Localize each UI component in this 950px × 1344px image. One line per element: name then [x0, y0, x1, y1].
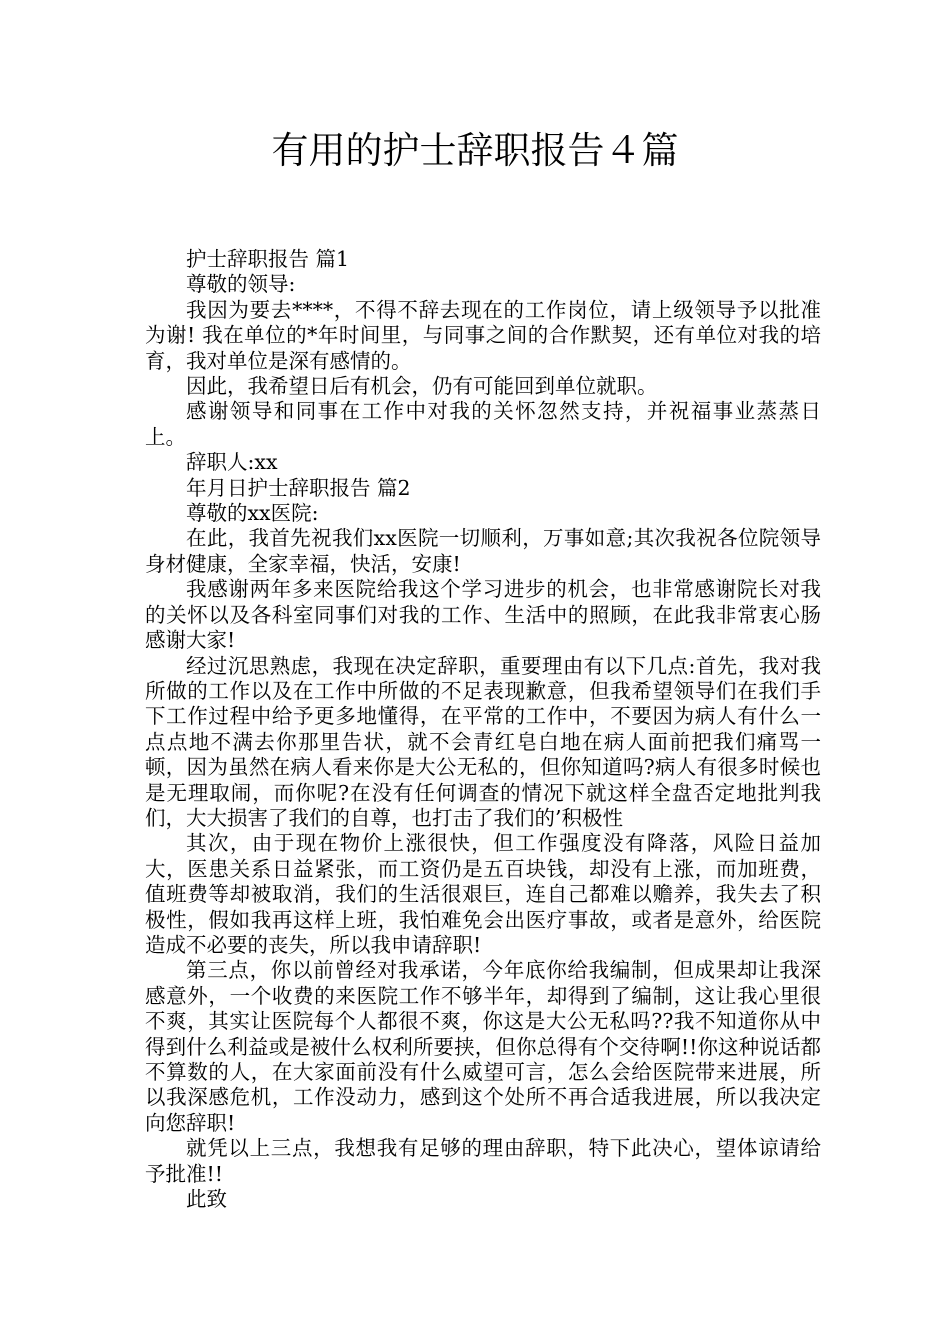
- section-heading-1: 护士辞职报告 篇1: [186, 247, 350, 271]
- paragraph: 我感谢两年多来医院给我这个学习进步的机会，也非常感谢院长对我的关怀以及各科室同事们对我的工作、生活中的照顾，在此我非常衷心肠感谢大家!: [145, 577, 821, 653]
- document-body: [145, 247, 821, 1212]
- paragraph: 感谢领导和同事在工作中对我的关怀忽然支持，并祝福事业蒸蒸日上。: [145, 399, 821, 449]
- signature-line: 辞职人:xx: [186, 450, 278, 475]
- paragraph: 第三点，你以前曾经对我承诺，今年底你给我编制，但成果却让我深感意外，一个收费的来医院工作不够半年，却得到了编制，这让我心里很不爽，其实让医院每个人都很不爽，你这是大公无私吗??我不知道你从中得到什么利益或是被什么权利所要挟，但你总得有个交待啊!!你这种说话都不算数的人，在大家面前没有什么威望可言，怎么会给医院带来进展，所以我深感危机，工作没动力，感到这个处所不再合适我进展，所以我决定向您辞职!: [145, 958, 821, 1135]
- paragraph: 因此，我希望日后有机会，仍有可能回到单位就职。: [186, 374, 658, 399]
- salutation: 尊敬的领导:: [186, 272, 296, 297]
- paragraph: 就凭以上三点，我想我有足够的理由辞职，特下此决心，望体谅请给予批准!!: [145, 1136, 821, 1186]
- paragraph: 我因为要去****，不得不辞去现在的工作岗位，请上级领导予以批准为谢! 我在单位的*年时间里，与同事之间的合作默契，还有单位对我的培育，我对单位是深有感情的。: [145, 297, 821, 373]
- paragraph: 经过沉思熟虑，我现在决定辞职，重要理由有以下几点:首先，我对我所做的工作以及在工作中所做的不足表现歉意，但我希望领导们在我们手下工作过程中给予更多地懂得，在平常的工作中，不要因为病人有什么一点点地不满去你那里告状，就不会青红皂白地在病人面前把我们痛骂一顿，因为虽然在病人看来你是大公无私的，但你知道吗?病人有很多时候也是无理取闹，而你呢?在没有任何调查的情况下就这样全盘否定地批判我们，大大损害了我们的自尊，也打击了我们的’积极性: [145, 653, 821, 830]
- salutation: 尊敬的xx医院:: [186, 501, 319, 526]
- section-heading-2: 年月日护士辞职报告 篇2: [186, 475, 411, 500]
- closing: 此致: [186, 1187, 227, 1212]
- document-title: 有用的护士辞职报告４篇: [271, 129, 679, 172]
- paragraph: 其次，由于现在物价上涨很快，但工作强度没有降落，风险日益加大，医患关系日益紧张，而工资仍是五百块钱，却没有上涨，而加班费，值班费等却被取消，我们的生活很艰巨，连自己都难以赡养，我失去了积极性，假如我再这样上班，我怕难免会出医疗事故，或者是意外，给医院造成不必要的丧失，所以我申请辞职!: [145, 831, 821, 957]
- paragraph: 在此，我首先祝我们xx医院一切顺利，万事如意;其次我祝各位院领导身材健康，全家幸福，快活，安康!: [145, 526, 821, 576]
